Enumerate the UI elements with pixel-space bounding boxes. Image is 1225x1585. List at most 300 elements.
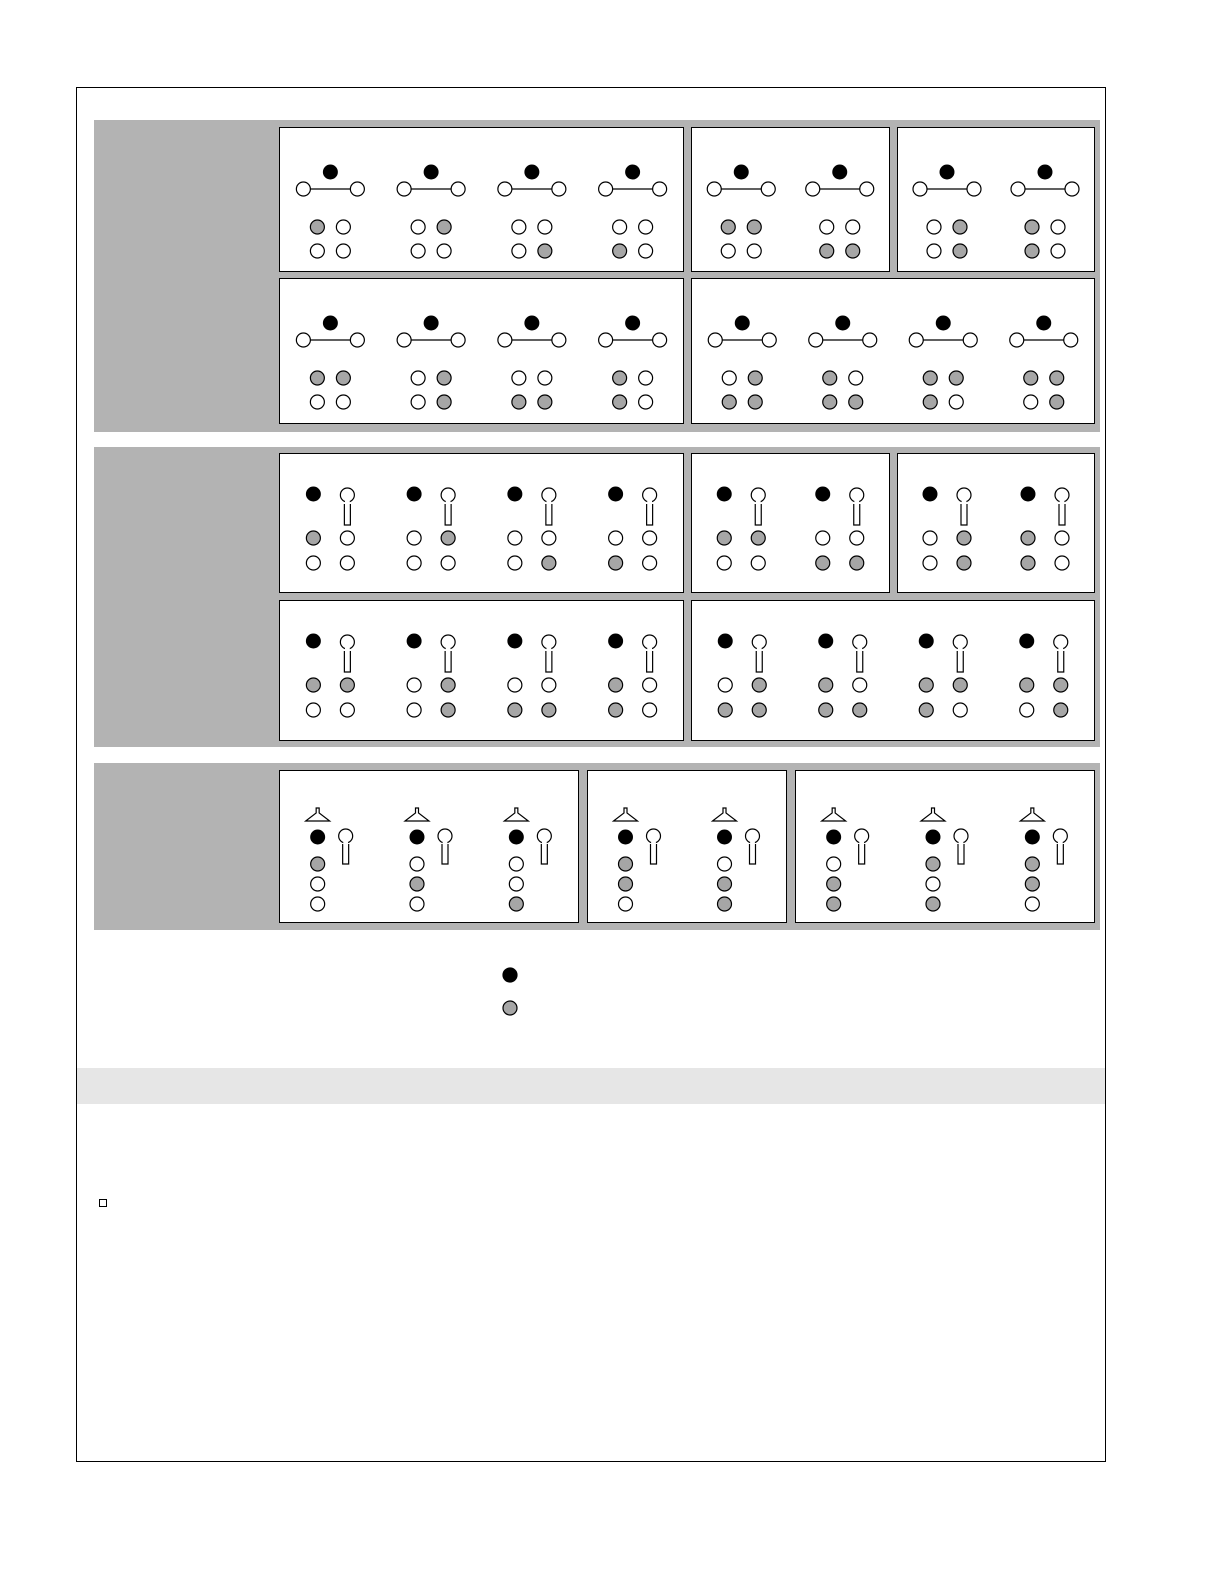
combo-diagram	[822, 808, 869, 911]
white-dot	[827, 857, 841, 871]
combo-panel	[897, 453, 1095, 593]
combo-diagram	[296, 165, 364, 259]
white-dot	[411, 220, 425, 234]
handshower-icon	[343, 844, 349, 864]
gray-dot	[823, 395, 837, 409]
combo-diagram	[397, 316, 465, 410]
black-dot-icon	[835, 316, 850, 331]
handshower-icon	[750, 844, 756, 864]
handshower-icon	[442, 844, 448, 864]
handshower-icon	[541, 844, 547, 864]
white-dot	[1025, 897, 1039, 911]
combo-panel	[279, 600, 684, 741]
white-dot	[1051, 220, 1065, 234]
white-dot	[927, 220, 941, 234]
white-dot	[441, 556, 455, 570]
gray-dot	[310, 371, 324, 385]
black-dot-icon	[832, 165, 847, 180]
white-dot	[923, 556, 937, 570]
combo-diagram	[614, 808, 661, 911]
white-dot	[336, 395, 350, 409]
gray-dot	[619, 857, 633, 871]
black-dot-icon	[1036, 316, 1051, 331]
gray-dot	[1025, 857, 1039, 871]
white-dot	[639, 220, 653, 234]
white-dot	[949, 395, 963, 409]
gray-dot	[853, 703, 867, 717]
gray-dot	[923, 371, 937, 385]
black-dot-icon	[407, 487, 422, 502]
white-dot	[397, 182, 411, 196]
black-dot-icon	[826, 830, 841, 845]
showerhead-icon	[306, 808, 330, 821]
showerhead-icon	[921, 808, 945, 821]
combo-diagram	[707, 165, 775, 259]
black-dot-icon	[323, 165, 338, 180]
white-dot	[717, 556, 731, 570]
gray-dot	[747, 220, 761, 234]
handshower-icon	[854, 504, 860, 525]
black-dot-icon	[1025, 830, 1040, 845]
black-dot-icon	[608, 634, 623, 649]
handshower-icon	[344, 651, 350, 672]
gray-dot	[953, 244, 967, 258]
gray-dot	[953, 678, 967, 692]
handshower-head-icon	[850, 488, 864, 502]
white-dot	[538, 371, 552, 385]
handshower-head-icon	[957, 488, 971, 502]
white-dot	[643, 531, 657, 545]
combo-panel	[587, 770, 787, 923]
combo-diagram	[913, 165, 981, 259]
white-dot	[722, 371, 736, 385]
black-dot-icon	[625, 316, 640, 331]
black-dot-icon	[310, 830, 325, 845]
handshower-head-icon	[953, 635, 967, 649]
white-dot	[609, 531, 623, 545]
gray-dot	[1054, 678, 1068, 692]
gray-dot	[748, 395, 762, 409]
showerhead-icon	[614, 808, 638, 821]
gray-dot	[717, 531, 731, 545]
white-dot	[310, 244, 324, 258]
gray-dot	[846, 244, 860, 258]
handshower-head-icon	[746, 829, 760, 843]
white-dot	[451, 333, 465, 347]
black-dot-icon	[507, 634, 522, 649]
gray-dot	[752, 703, 766, 717]
combo-diagram	[407, 487, 456, 571]
gray-dot	[538, 244, 552, 258]
handshower-icon	[756, 651, 762, 672]
gray-dot	[310, 220, 324, 234]
white-dot	[498, 182, 512, 196]
gray-dot	[923, 395, 937, 409]
combo-diagram	[815, 487, 864, 571]
white-dot	[538, 220, 552, 234]
combo-diagram	[1021, 487, 1070, 571]
black-dot-icon	[815, 487, 830, 502]
gray-dot	[819, 703, 833, 717]
black-dot-icon	[524, 165, 539, 180]
white-dot	[820, 220, 834, 234]
handshower-head-icon	[537, 829, 551, 843]
black-dot-icon	[734, 165, 749, 180]
combo-diagram	[608, 634, 657, 718]
handshower-icon	[957, 651, 963, 672]
combo-diagram	[713, 808, 760, 911]
white-dot	[340, 556, 354, 570]
white-dot	[451, 182, 465, 196]
handshower-icon	[961, 504, 967, 525]
gray-dot	[849, 395, 863, 409]
gray-dot	[1024, 371, 1038, 385]
combo-diagram	[923, 487, 972, 571]
gray-dot	[340, 678, 354, 692]
combo-diagram	[498, 165, 566, 259]
showerhead-icon	[713, 808, 737, 821]
handshower-icon	[344, 504, 350, 525]
combo-panel	[691, 600, 1095, 741]
combo-diagram	[296, 316, 364, 410]
combo-panel	[795, 770, 1095, 923]
black-dot-icon	[1021, 487, 1036, 502]
white-dot	[850, 531, 864, 545]
white-dot	[397, 333, 411, 347]
gray-dot	[509, 897, 523, 911]
combo-diagram	[718, 634, 767, 718]
black-dot-icon	[424, 316, 439, 331]
white-dot	[410, 897, 424, 911]
combo-panel	[691, 127, 890, 272]
black-dot-icon	[1038, 165, 1053, 180]
white-dot	[542, 678, 556, 692]
gray-dot	[619, 877, 633, 891]
gray-dot	[1025, 877, 1039, 891]
white-dot	[1065, 182, 1079, 196]
handshower-head-icon	[1054, 635, 1068, 649]
gray-dot	[949, 371, 963, 385]
gray-dot	[718, 877, 732, 891]
showerhead-icon	[822, 808, 846, 821]
white-dot	[806, 182, 820, 196]
black-dot-icon	[919, 634, 934, 649]
combo-diagram	[717, 487, 766, 571]
white-dot	[410, 857, 424, 871]
gray-dot	[722, 395, 736, 409]
gray-dot	[957, 556, 971, 570]
combo-diagram	[1010, 316, 1078, 410]
white-dot	[407, 678, 421, 692]
handshower-head-icon	[438, 829, 452, 843]
handshower-head-icon	[752, 635, 766, 649]
white-dot	[751, 556, 765, 570]
white-dot	[639, 371, 653, 385]
white-dot	[1011, 182, 1025, 196]
gray-dot	[512, 395, 526, 409]
white-dot	[350, 333, 364, 347]
white-dot	[853, 678, 867, 692]
white-dot	[639, 395, 653, 409]
handshower-icon	[859, 844, 865, 864]
combo-diagram	[504, 808, 551, 911]
white-dot	[923, 531, 937, 545]
white-dot	[340, 531, 354, 545]
handshower-head-icon	[340, 488, 354, 502]
gray-dot	[336, 371, 350, 385]
gray-dot	[609, 678, 623, 692]
handshower-icon	[647, 651, 653, 672]
gray-dot	[441, 703, 455, 717]
combo-diagram	[306, 634, 355, 718]
combo-diagram	[599, 316, 667, 410]
white-dot	[860, 182, 874, 196]
white-dot	[619, 897, 633, 911]
gray-dot	[306, 531, 320, 545]
section-header-strip	[77, 1068, 1105, 1104]
handshower-icon	[1059, 504, 1065, 525]
handshower-icon	[1057, 844, 1063, 864]
handshower-head-icon	[1053, 829, 1067, 843]
gray-dot	[919, 703, 933, 717]
white-dot	[336, 220, 350, 234]
white-dot	[306, 703, 320, 717]
combo-diagram	[806, 165, 874, 259]
combo-diagram	[909, 316, 977, 410]
combo-diagram	[1011, 165, 1079, 259]
white-dot	[310, 395, 324, 409]
white-dot	[1055, 531, 1069, 545]
white-dot	[509, 857, 523, 871]
white-dot	[849, 371, 863, 385]
gray-dot	[718, 703, 732, 717]
white-dot	[967, 182, 981, 196]
black-dot-icon	[524, 316, 539, 331]
white-dot	[336, 244, 350, 258]
gray-dot	[926, 897, 940, 911]
white-dot	[613, 220, 627, 234]
gray-dot	[441, 531, 455, 545]
gray-dot	[538, 395, 552, 409]
gray-dot	[751, 531, 765, 545]
white-dot	[643, 703, 657, 717]
handshower-head-icon	[542, 488, 556, 502]
black-dot-icon	[717, 487, 732, 502]
gray-dot	[1050, 395, 1064, 409]
gray-dot	[953, 220, 967, 234]
handshower-icon	[445, 651, 451, 672]
white-dot	[508, 531, 522, 545]
handshower-head-icon	[542, 635, 556, 649]
gray-dot	[820, 244, 834, 258]
handshower-icon	[445, 504, 451, 525]
white-dot	[1064, 333, 1078, 347]
black-dot-icon	[306, 487, 321, 502]
white-dot	[498, 333, 512, 347]
white-dot	[296, 182, 310, 196]
white-dot	[718, 857, 732, 871]
white-dot	[340, 703, 354, 717]
white-dot	[953, 703, 967, 717]
handshower-head-icon	[643, 488, 657, 502]
gray-dot	[827, 897, 841, 911]
white-dot	[437, 244, 451, 258]
white-dot	[809, 333, 823, 347]
white-dot	[508, 556, 522, 570]
combo-panel	[279, 453, 684, 593]
gray-dot	[823, 371, 837, 385]
black-dot-icon	[306, 634, 321, 649]
handshower-icon	[546, 651, 552, 672]
gray-dot	[311, 857, 325, 871]
checkbox[interactable]	[99, 1199, 107, 1207]
black-dot-icon	[323, 316, 338, 331]
white-dot	[963, 333, 977, 347]
combo-diagram	[708, 316, 776, 410]
white-dot	[1051, 244, 1065, 258]
handshower-head-icon	[441, 635, 455, 649]
white-dot	[913, 182, 927, 196]
white-dot	[761, 182, 775, 196]
gray-dot	[1021, 556, 1035, 570]
gray-dot	[441, 678, 455, 692]
combo-panel	[279, 278, 684, 424]
white-dot	[512, 244, 526, 258]
gray-dot	[816, 556, 830, 570]
gray-dot	[306, 678, 320, 692]
white-dot	[653, 333, 667, 347]
white-dot	[552, 182, 566, 196]
white-dot	[411, 395, 425, 409]
black-dot-icon	[718, 634, 733, 649]
gray-dot	[1025, 220, 1039, 234]
black-dot-icon	[618, 830, 633, 845]
white-dot	[296, 333, 310, 347]
white-dot	[407, 556, 421, 570]
showerhead-icon	[1020, 808, 1044, 821]
black-dot-icon	[735, 316, 750, 331]
combo-diagram	[306, 487, 355, 571]
gray-dot	[926, 857, 940, 871]
black-dot-icon	[940, 165, 955, 180]
white-dot	[718, 678, 732, 692]
gray-dot	[1050, 371, 1064, 385]
gray-dot	[919, 678, 933, 692]
white-dot	[512, 220, 526, 234]
gray-dot	[718, 897, 732, 911]
handshower-head-icon	[954, 829, 968, 843]
combo-diagram	[599, 165, 667, 259]
gray-dot	[542, 703, 556, 717]
showerhead-icon	[405, 808, 429, 821]
gray-dot	[1021, 531, 1035, 545]
gray-dot	[748, 371, 762, 385]
combo-diagram	[818, 634, 867, 718]
combo-diagram	[507, 634, 556, 718]
white-dot	[509, 877, 523, 891]
gray-dot	[819, 678, 833, 692]
white-dot	[707, 182, 721, 196]
combo-diagram	[306, 808, 353, 911]
gray-dot	[850, 556, 864, 570]
white-dot	[721, 244, 735, 258]
white-dot	[639, 244, 653, 258]
white-dot	[542, 531, 556, 545]
gray-dot	[508, 703, 522, 717]
black-dot-icon	[1019, 634, 1034, 649]
white-dot	[311, 897, 325, 911]
handshower-head-icon	[643, 635, 657, 649]
handshower-head-icon	[441, 488, 455, 502]
black-dot-icon	[625, 165, 640, 180]
black-dot-icon	[818, 634, 833, 649]
black-dot-icon	[424, 165, 439, 180]
gray-dot	[1020, 678, 1034, 692]
white-dot	[846, 220, 860, 234]
handshower-icon	[647, 504, 653, 525]
combo-diagram	[608, 487, 657, 571]
combo-diagram	[809, 316, 877, 410]
white-dot	[599, 333, 613, 347]
handshower-head-icon	[1055, 488, 1069, 502]
black-dot-icon	[509, 830, 524, 845]
black-dot-icon	[410, 830, 425, 845]
handshower-icon	[958, 844, 964, 864]
white-dot	[816, 531, 830, 545]
gray-dot	[1025, 244, 1039, 258]
handshower-icon	[857, 651, 863, 672]
combo-panel	[279, 770, 579, 923]
white-dot	[508, 678, 522, 692]
gray-dot	[957, 531, 971, 545]
white-dot	[863, 333, 877, 347]
gray-dot	[437, 371, 451, 385]
handshower-head-icon	[855, 829, 869, 843]
white-dot	[350, 182, 364, 196]
gray-dot	[609, 703, 623, 717]
gray-dot	[752, 678, 766, 692]
combo-diagram	[1019, 634, 1068, 718]
gray-dot	[437, 395, 451, 409]
white-dot	[747, 244, 761, 258]
combo-panel	[279, 127, 684, 272]
handshower-head-icon	[339, 829, 353, 843]
gray-dot	[542, 556, 556, 570]
handshower-icon	[1058, 651, 1064, 672]
white-dot	[311, 877, 325, 891]
combo-diagram	[919, 634, 968, 718]
white-dot	[599, 182, 613, 196]
white-dot	[407, 531, 421, 545]
white-dot	[643, 556, 657, 570]
gray-dot	[613, 244, 627, 258]
gray-dot	[721, 220, 735, 234]
combo-diagram	[397, 165, 465, 259]
white-dot	[926, 877, 940, 891]
gray-dot	[613, 395, 627, 409]
gray-dot	[609, 556, 623, 570]
combo-diagram	[507, 487, 556, 571]
combo-panel	[691, 453, 890, 593]
black-dot-icon	[717, 830, 732, 845]
gray-dot	[410, 877, 424, 891]
handshower-icon	[755, 504, 761, 525]
white-dot	[306, 556, 320, 570]
handshower-head-icon	[853, 635, 867, 649]
black-dot-icon	[507, 487, 522, 502]
white-dot	[1024, 395, 1038, 409]
black-dot-icon	[407, 634, 422, 649]
